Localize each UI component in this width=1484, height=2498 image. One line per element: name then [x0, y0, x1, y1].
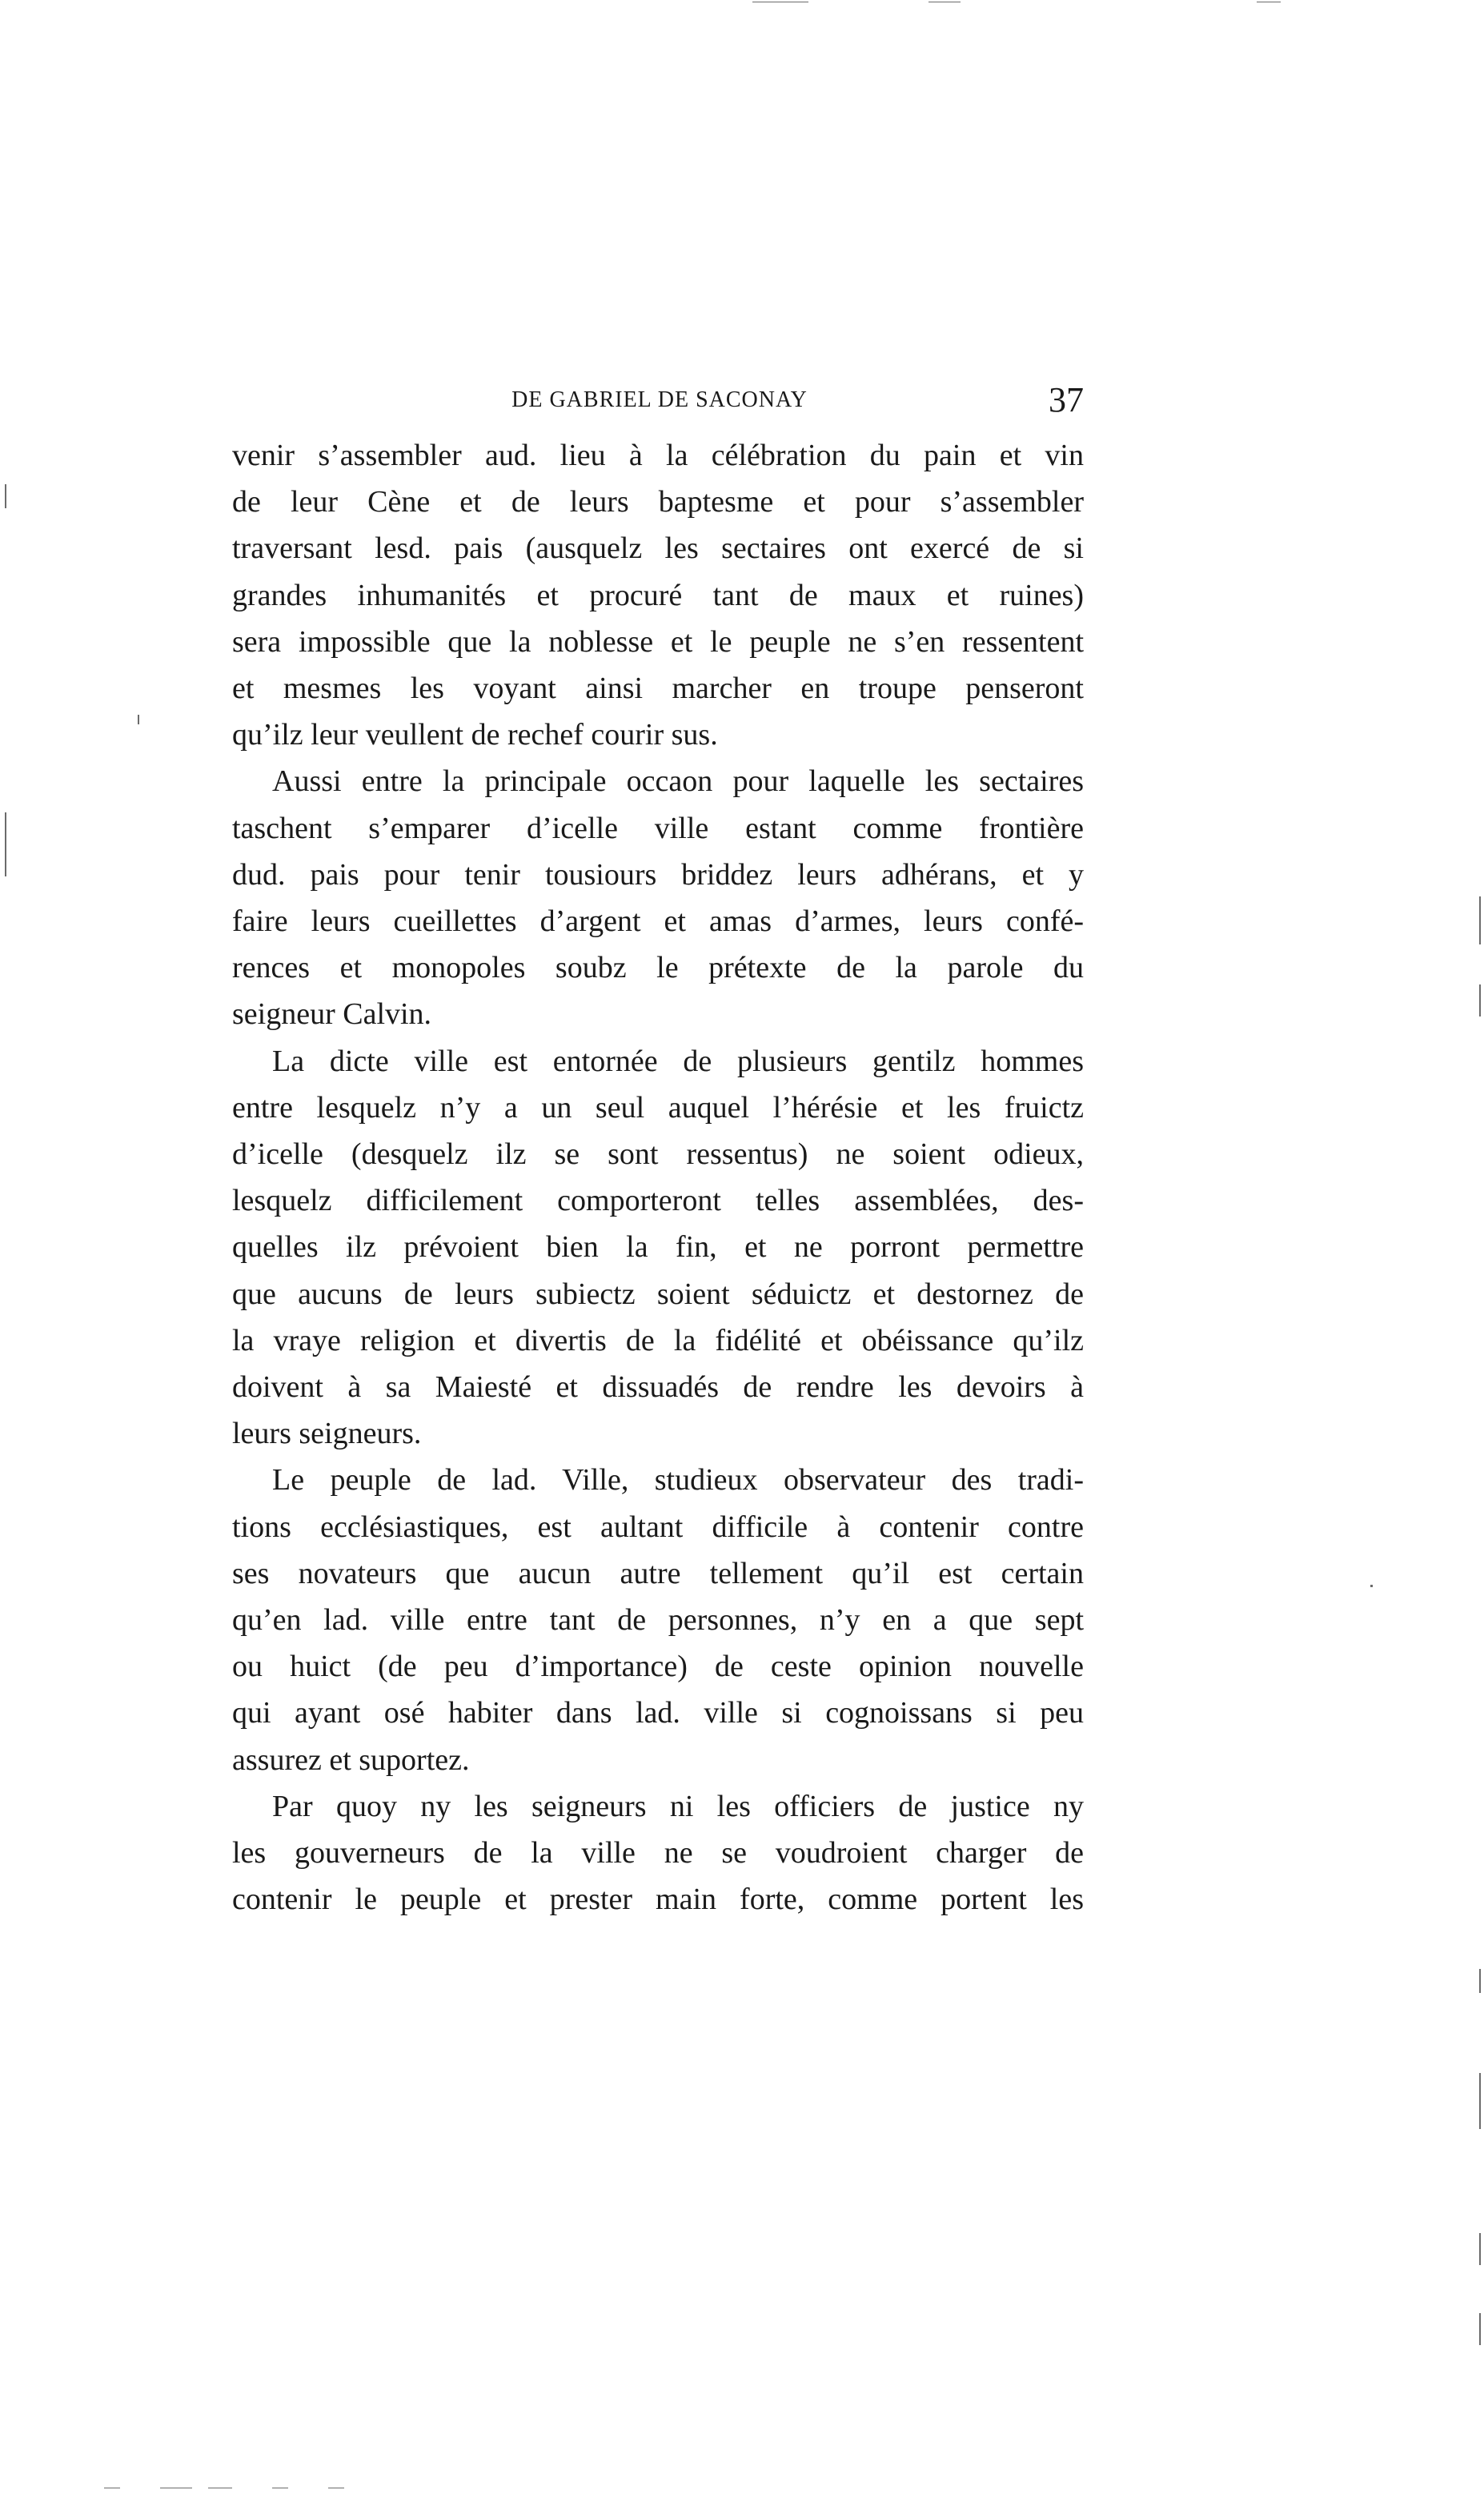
text-line: leurs seigneurs. [232, 1417, 422, 1451]
text-line: que aucuns de leurs subiectz soient séduictz et destornez de [232, 1277, 1084, 1311]
text-line: sera impossible que la noblesse et le peuple ne s’en ressentent [232, 624, 1084, 659]
text-line: entre lesquelz n’y a un seul auquel l’hérésie et les fruictz [232, 1090, 1084, 1125]
text-line: Par quoy ny les seigneurs ni les officiers de justice ny [272, 1789, 1084, 1823]
scan-mark [1479, 984, 1481, 1016]
running-title: DE GABRIEL DE SACONAY [511, 387, 808, 412]
running-header [232, 376, 1084, 424]
text-line: de leur Cène et de leurs baptesme et pour s’assembler [232, 485, 1084, 519]
text-line: qu’ilz leur veullent de rechef courir sus. [232, 718, 718, 752]
text-line: quelles ilz prévoient bien la fin, et ne porront permettre [232, 1230, 1084, 1265]
scan-mark [1479, 2073, 1481, 2129]
scan-mark [138, 715, 139, 724]
text-line: et mesmes les voyant ainsi marcher en troupe penseront [232, 672, 1084, 706]
page-number: 37 [1049, 380, 1084, 419]
text-line: ses novateurs que aucun autre tellement qu’il est certain [232, 1556, 1084, 1590]
text-line: seigneur Calvin. [232, 997, 432, 1032]
scan-mark [1479, 896, 1481, 944]
text-line: qu’en lad. ville entre tant de personnes, n’y en a que sept [232, 1603, 1084, 1638]
paragraph-1 [232, 432, 1084, 758]
body-text [232, 432, 1084, 1923]
text-line: tions ecclésiastiques, est aultant difficile à contenir contre [232, 1510, 1084, 1544]
text-line: traversant lesd. pais (ausquelz les sectaires ont exercé de si [232, 531, 1084, 566]
scan-mark [5, 812, 6, 876]
scan-mark [1479, 1969, 1481, 1993]
paragraph-3 [232, 1038, 1084, 1458]
text-line: doivent à sa Maiesté et dissuadés de rendre les devoirs à [232, 1370, 1084, 1405]
scan-mark [1479, 2233, 1481, 2265]
text-line: La dicte ville est entornée de plusieurs gentilz hommes [272, 1044, 1084, 1078]
text-line: taschent s’emparer d’icelle ville estant comme frontière [232, 811, 1084, 845]
text-line: faire leurs cueillettes d’argent et amas d’armes, leurs confé- [232, 904, 1084, 939]
paragraph-2 [232, 758, 1084, 1037]
text-line: d’icelle (desquelz ilz se sont ressentus) ne soient odieux, [232, 1137, 1084, 1172]
text-line: qui ayant osé habiter dans lad. ville si cognoissans si peu [232, 1696, 1084, 1730]
scan-mark [5, 484, 6, 508]
scan-mark [1479, 2313, 1481, 2345]
text-line: dud. pais pour tenir tousiours briddez leurs adhérans, et y [232, 857, 1084, 892]
text-line: assurez et suportez. [232, 1742, 470, 1777]
text-line: grandes inhumanités et procuré tant de maux et ruines) [232, 578, 1084, 612]
text-line: venir s’assembler aud. lieu à la célébration du pain et vin [232, 439, 1084, 472]
text-line: lesquelz difficilement comporteront telles assemblées, des- [232, 1184, 1084, 1218]
text-line: les gouverneurs de la ville ne se voudroient charger de [232, 1836, 1084, 1870]
text-line: Aussi entre la principale occaon pour laquelle les sectaires [272, 764, 1084, 799]
paragraph-5 [232, 1783, 1084, 1923]
text-line: rences et monopoles soubz le prétexte de la parole du [232, 951, 1084, 985]
scan-mark [1370, 1585, 1373, 1587]
text-line: contenir le peuple et prester main forte, comme portent les [232, 1883, 1084, 1917]
text-line: la vraye religion et divertis de la fidélité et obéissance qu’ilz [232, 1323, 1084, 1357]
text-line: ou huict (de peu d’importance) de ceste opinion nouvelle [232, 1650, 1084, 1684]
paragraph-4 [232, 1457, 1084, 1782]
text-line: Le peuple de lad. Ville, studieux observateur des tradi- [272, 1463, 1084, 1498]
